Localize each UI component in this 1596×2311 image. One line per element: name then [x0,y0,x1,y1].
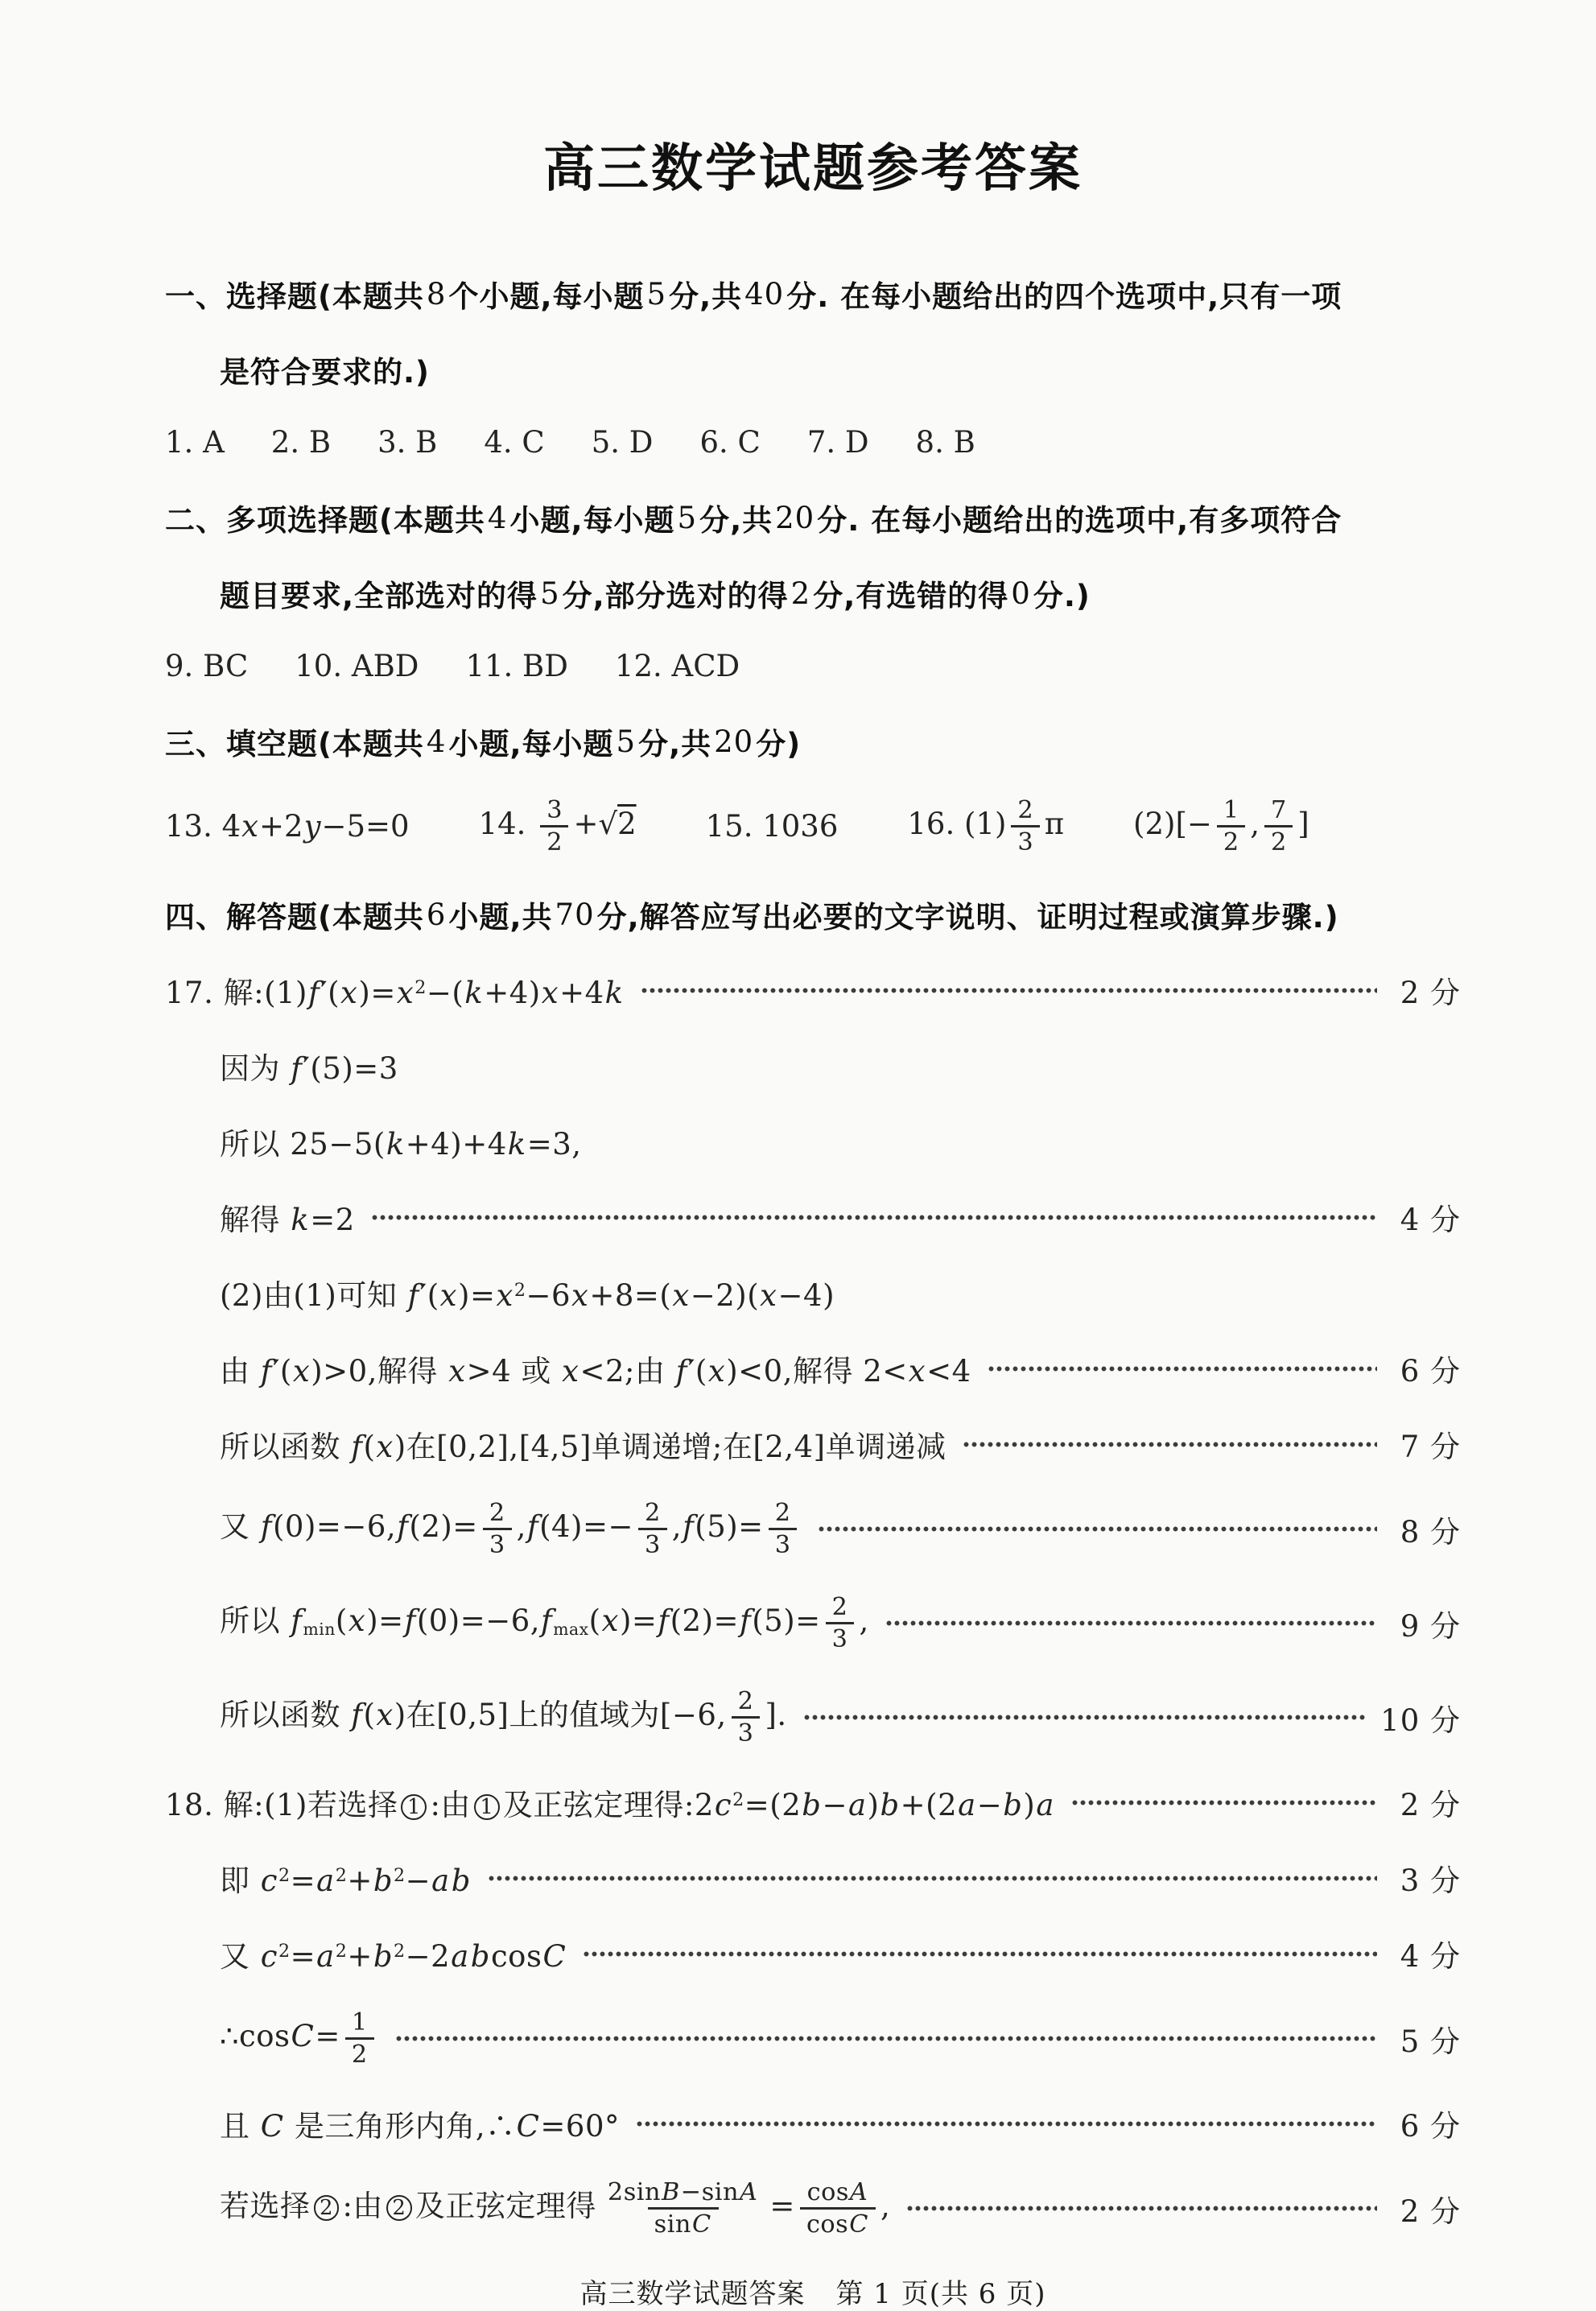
answer-item: 4. C [484,424,545,460]
solution-line [165,1271,1461,1314]
blank-answer-item: 15. 1036 [705,809,839,844]
fraction: $\frac{1}{2}$ [345,2008,374,2070]
dotted-leader [906,2204,1377,2213]
solution-line [165,1120,1461,1163]
document-body [165,272,1461,2239]
section-header-line: 二、多项选择题(本题共 4 小题,每小题 5 分,共 20 分. 在每小题给出的选项中,有多项符合 [165,500,1342,538]
fraction: $\frac{1}{2}$ [1217,795,1245,857]
solution-line [165,1347,1461,1390]
answer-item: 2. B [270,424,332,460]
solution-text: (2)由(1)可知 $f'(x)=x^2-6x+8=(x-2)(x-4)$ [220,1278,835,1314]
answer-item: 11. BD [465,648,568,683]
footer-page-number: 第 1 页(共 6 页) [835,2278,1046,2311]
score-label: 6 分 [1400,1354,1461,1389]
solution-line [165,1686,1461,1748]
section-header-line: 三、填空题(本题共 4 小题,每小题 5 分,共 20 分) [165,724,802,761]
section-header-line: 题目要求,全部选对的得 5 分,部分选对的得 2 分,有选错的得 0 分.) [220,576,1091,613]
fraction: $\frac{\cos A}{\cos C}$ [800,2177,876,2239]
solution-text: 且 C 是三角形内角,∴C=60° [220,2109,621,2144]
fraction: $\frac{2}{3}$ [769,1498,798,1560]
fraction: $\frac{2}{3}$ [483,1498,512,1560]
answer-item: 7. D [806,424,869,460]
solution-text: 由 f′(x)>0,解得 x>4 或 x<2;由 f′(x)<0,解得 2<x<4 [220,1354,971,1389]
dotted-leader [636,2119,1377,2128]
solution-text: 即 $c^2=a^2+b^2-ab$ [220,1863,471,1899]
solution-text: 解得 k=2 [220,1203,355,1238]
circled-number: 2 [314,2195,340,2221]
sqrt-radical: √2 [598,807,637,842]
solution-line [165,2008,1461,2070]
solution-line [165,1195,1461,1239]
answer-row [165,647,1461,684]
answer-item: 10. ABD [295,648,419,683]
score-label: 4 分 [1400,1939,1461,1975]
solution-line [165,1856,1461,1900]
dotted-leader [818,1525,1377,1533]
blank-answer-item: 16. (1) $\frac{2}{3}$ π [907,796,1065,857]
dotted-leader [988,1364,1377,1373]
solution-text: 所以 25−5(k+4)+4k=3, [220,1127,582,1162]
dotted-leader [1071,1798,1377,1807]
solution-text: 所以 $f_{min}(x)=f(0)=-6,f_{max}(x)=f(2)=f(5)=$ $\frac{2}{3}$ , [220,1593,869,1654]
answer-item: 3. B [377,424,438,460]
dotted-leader [371,1213,1377,1222]
solution-text: 所以函数 f(x)在[0,5]上的值域为[−6, $\frac{2}{3}$ ]. [220,1687,787,1748]
dotted-leader [488,1874,1377,1883]
solution-text: 所以函数 f(x)在[0,2],[4,5]单调递增;在[2,4]单调递减 [220,1430,946,1465]
solution-line [165,2102,1461,2145]
page-footer [165,2272,1461,2311]
fraction: $\frac{2}{3}$ [826,1592,855,1654]
score-label: 3 分 [1400,1863,1461,1899]
section-header-line: 四、解答题(本题共 6 小题,共 70 分,解答应写出必要的文字说明、证明过程或演算步骤.) [165,897,1339,935]
dotted-leader [395,2034,1377,2043]
page-title: 高三数学试题参考答案 [543,138,1083,199]
fraction: $\frac{2}{3}$ [732,1686,761,1748]
solution-line [165,1932,1461,1975]
solution-line [165,1422,1461,1466]
blank-answer-item: (2)[− $\frac{1}{2}$ , $\frac{7}{2}$ ] [1133,796,1309,857]
circled-number: 1 [401,1794,427,1820]
solution-line [165,1498,1461,1560]
dotted-leader [583,1950,1377,1958]
score-label: 9 分 [1400,1608,1461,1644]
solution-text: 若选择 2 :由 2 及正弦定理得 $\frac{2\sin B-\sin A}{\sin C}$ = $\frac{\cos A}{\cos C}$ , [220,2178,891,2239]
blank-answer-item: 14. $\frac{3}{2}$ +√2 [478,796,637,857]
answer-item: 9. BC [165,648,249,683]
solution-line [165,1781,1461,1824]
section-header-line: 一、选择题(本题共 8 个小题,每小题 5 分,共 40 分. 在每小题给出的四个选项中,只有一项 [165,276,1342,314]
score-label: 6 分 [1400,2109,1461,2144]
blank-answer-item: 13. 4x+2y−5=0 [165,809,410,844]
score-label: 8 分 [1400,1514,1461,1550]
score-label: 2 分 [1400,2193,1461,2229]
footer-doc-name: 高三数学试题答案 [579,2278,806,2311]
score-label: 5 分 [1400,2024,1461,2059]
dotted-leader [885,1619,1377,1628]
score-label: 4 分 [1400,1203,1461,1238]
solution-text: 又 $c^2=a^2+b^2-2abcosC$ [220,1939,567,1975]
dotted-leader [963,1440,1377,1449]
section-header-line: 是符合要求的.) [220,355,430,390]
fraction: $\frac{7}{2}$ [1264,795,1293,857]
answer-item: 8. B [915,424,975,460]
solution-text: 18. 解:(1)若选择 1 :由 1 及正弦定理得$:2c^2=(2b-a)b+(2a-b)a$ [165,1788,1054,1823]
solution-text: ∴cosC= $\frac{1}{2}$ [220,2008,379,2070]
fraction: $\frac{2}{3}$ [1011,795,1039,857]
blank-answer-row [165,795,1461,857]
answer-item: 6. C [699,424,761,460]
solution-text: 又 f(0)=−6,f(2)= $\frac{2}{3}$ ,f(4)=− $\frac{2}{3}$ ,f(5)= $\frac{2}{3}$ [220,1498,802,1560]
dotted-leader [803,1713,1367,1722]
solution-line [165,968,1461,1012]
fraction: $\frac{2}{3}$ [638,1498,667,1560]
solution-text: 因为 f′(5)=3 [220,1051,398,1087]
dotted-leader [641,986,1377,995]
circled-number: 2 [386,2195,412,2221]
fraction: $\frac{3}{2}$ [540,795,568,857]
solution-line [165,1044,1461,1087]
solution-line [165,2177,1461,2239]
solution-text: 17. 解$:(1)f'(x)=x^2-(k+4)x+4k$ [165,976,624,1011]
score-label: 2 分 [1400,1788,1461,1823]
answer-item: 12. ACD [614,648,740,683]
answer-row [165,423,1461,460]
fraction: $\frac{2\sin B-\sin A}{\sin C}$ [607,2178,758,2239]
score-label: 10 分 [1380,1702,1461,1738]
answer-item: 5. D [591,424,654,460]
circled-number: 1 [474,1794,500,1820]
score-label: 7 分 [1400,1430,1461,1465]
score-label: 2 分 [1400,976,1461,1011]
solution-line [165,1592,1461,1654]
answer-item: 1. A [165,424,225,460]
